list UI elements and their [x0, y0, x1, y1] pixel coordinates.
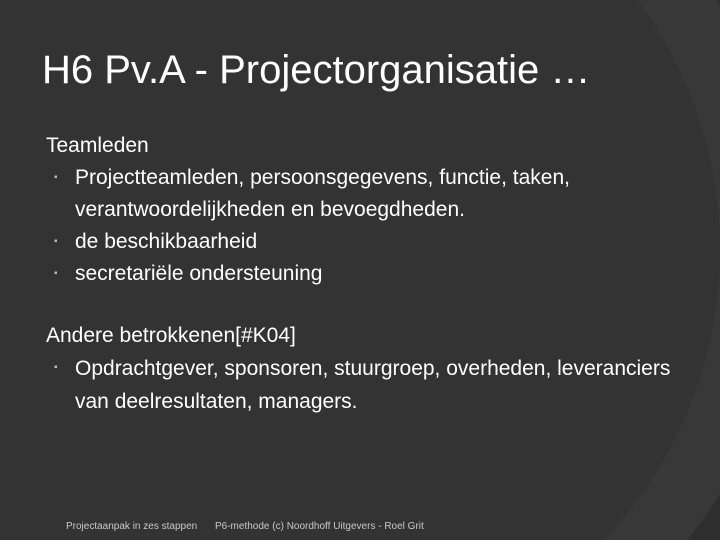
list-item: [46, 226, 686, 258]
bullet-list: [46, 162, 686, 290]
section-andere-betrokkenen: [46, 320, 686, 418]
footer-course-title: Projectaanpak in zes stappen: [66, 521, 198, 532]
section-heading: Teamleden: [46, 134, 149, 157]
list-item: [46, 258, 686, 290]
list-item-text: secretariële ondersteuning: [75, 262, 323, 285]
list-item-text: Opdrachtgever, sponsoren, stuurgroep, overheden, leveranciers van deelresultaten, managers.: [75, 357, 671, 413]
slide-content: [46, 130, 686, 418]
list-item-text: de beschikbaarheid: [75, 230, 258, 253]
section-spacer: [46, 290, 686, 320]
bullet-icon: ▪: [54, 268, 58, 279]
section-heading: Andere betrokkenen[#K04]: [46, 324, 296, 347]
section-teamleden: [46, 130, 686, 290]
list-item: [46, 162, 686, 226]
bullet-icon: ▪: [54, 236, 58, 247]
bullet-icon: ▪: [54, 362, 58, 373]
footer-copyright: P6-methode (c) Noordhoff Uitgevers - Roel Grit: [215, 521, 424, 532]
list-item: [46, 352, 686, 418]
slide-title: H6 Pv.A - Projectorganisatie …: [42, 48, 591, 92]
bullet-list: [46, 352, 686, 418]
bullet-icon: ▪: [54, 172, 58, 183]
list-item-text: Projectteamleden, persoonsgegevens, functie, taken, verantwoordelijkheden en bevoegdheden.: [75, 166, 570, 221]
